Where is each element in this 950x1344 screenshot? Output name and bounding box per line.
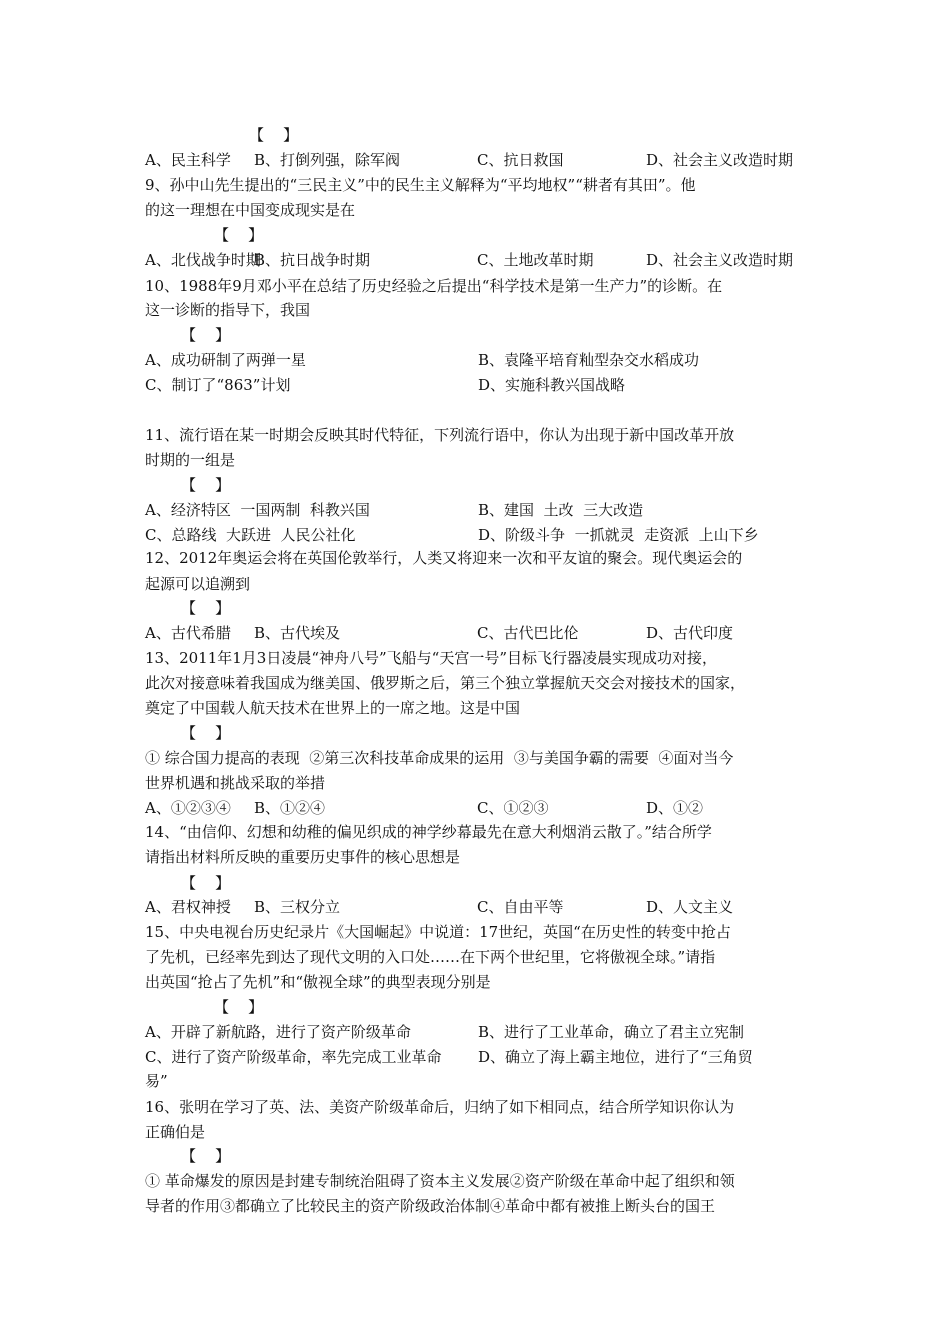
question-text-line: 时期的一组是 [145,451,236,469]
question-text-line: ① 革命爆发的原因是封建专制统治阻碍了资本主义发展②资产阶级在革命中起了组织和领 [145,1172,735,1190]
option-choice: B、三权分立 [254,898,341,916]
option-choice: B、抗日战争时期 [254,251,371,269]
option-choice: C、自由平等 [477,898,564,916]
option-choice: B、打倒列强，除军阀 [254,151,401,169]
option-choice: D、社会主义改造时期 [646,151,794,169]
question-text-line: 14、“由信仰、幻想和幼稚的偏见织成的神学纱幕最先在意大利烟消云散了。”结合所学 [145,823,712,841]
question-text-line: 请指出材料所反映的重要历史事件的核心思想是 [145,848,461,866]
question-text-line: 15、中央电视台历史纪录片《大国崛起》中说道：17世纪，英国“在历史性的转变中抢占 [145,923,731,941]
question-text-line: 这一诊断的指导下，我国 [145,301,311,319]
option-choice: A、民主科学 [145,151,231,169]
option-choice: B、建国 土改 三大改造 [478,501,644,519]
option-choice: A、君权神授 [145,898,231,916]
option-choice: B、古代埃及 [254,624,341,642]
option-choice: D、人文主义 [646,898,734,916]
question-text-line: 奠定了中国载人航天技术在世界上的一席之地。这是中国 [145,699,521,717]
answer-bracket-line: 【 】 [181,326,231,344]
option-choice: D、实施科教兴国战略 [478,376,626,394]
question-text-line: 9、孙中山先生提出的“三民主义”中的民生主义解释为“平均地权”“耕者有其田”。他 [145,176,696,194]
option-choice: A、北伐战争时期 [145,251,261,269]
question-text-line: 了先机，已经率先到达了现代文明的入口处……在下两个世纪里，它将傲视全球。”请指 [145,948,716,966]
option-choice: C、总路线 大跃进 人民公社化 [145,526,356,544]
answer-bracket-line: 【 】 [181,724,231,742]
answer-bracket-line: 【 】 [181,1147,231,1165]
option-choice: D、确立了海上霸主地位，进行了“三角贸 [478,1048,753,1066]
option-choice: A、开辟了新航路，进行了资产阶级革命 [145,1023,411,1041]
option-choice: C、①②③ [477,799,549,817]
answer-bracket-line: 【 】 [181,874,231,892]
question-text-line: 12、2012年奥运会将在英国伦敦举行，人类又将迎来一次和平友谊的聚会。现代奥运会的 [145,549,743,567]
option-choice: D、古代印度 [646,624,734,642]
answer-bracket-line: 【 】 [214,998,264,1016]
answer-bracket-line: 【 】 [214,226,264,244]
option-choice: B、进行了工业革命，确立了君主立宪制 [478,1023,745,1041]
question-text-line: 起源可以追溯到 [145,575,251,593]
option-choice: B、袁隆平培育籼型杂交水稻成功 [478,351,700,369]
option-choice: D、①② [646,799,704,817]
question-text-line: 的这一理想在中国变成现实是在 [145,201,356,219]
question-text-line: 16、张明在学习了英、法、美资产阶级革命后，归纳了如下相同点，结合所学知识你认为 [145,1098,735,1116]
answer-bracket-line: 【 】 [181,476,231,494]
option-choice: D、社会主义改造时期 [646,251,794,269]
option-choice: C、制订了“863”计划 [145,376,291,394]
option-choice: A、①②③④ [145,799,231,817]
question-text-line: 13、2011年1月3日凌晨“神舟八号”飞船与“天宫一号”目标飞行器凌晨实现成功对接， [145,649,718,667]
question-text-line: ① 综合国力提高的表现 ②第三次科技革命成果的运用 ③与美国争霸的需要 ④面对当今 [145,749,734,767]
option-choice: A、经济特区 一国两制 科教兴国 [145,501,370,519]
answer-bracket-line: 【 】 [249,126,299,144]
question-text-line: 正确伯是 [145,1123,206,1141]
option-choice: C、进行了资产阶级革命，率先完成工业革命 [145,1048,442,1066]
question-text-line: 易” [145,1072,168,1090]
question-text-line: 导者的作用③都确立了比较民主的资产阶级政治体制④革命中都有被推上断头台的国王 [145,1197,716,1215]
question-text-line: 世界机遇和挑战采取的举措 [145,774,326,792]
option-choice: A、成功研制了两弹一星 [145,351,306,369]
option-choice: D、阶级斗争 一抓就灵 走资派 上山下乡 [478,526,759,544]
option-choice: C、抗日救国 [477,151,564,169]
option-choice: A、古代希腊 [145,624,231,642]
question-text-line: 此次对接意味着我国成为继美国、俄罗斯之后，第三个独立掌握航天交会对接技术的国家， [145,674,746,692]
question-text-line: 10、1988年9月邓小平在总结了历史经验之后提出“科学技术是第一生产力”的诊断。在 [145,277,723,295]
question-text-line: 出英国“抢占了先机”和“傲视全球”的典型表现分别是 [145,973,491,991]
question-text-line: 11、流行语在某一时期会反映其时代特征，下列流行语中，你认为出现于新中国改革开放 [145,426,735,444]
answer-bracket-line: 【 】 [181,599,231,617]
option-choice: C、土地改革时期 [477,251,594,269]
option-choice: C、古代巴比伦 [477,624,579,642]
option-choice: B、①②④ [254,799,326,817]
